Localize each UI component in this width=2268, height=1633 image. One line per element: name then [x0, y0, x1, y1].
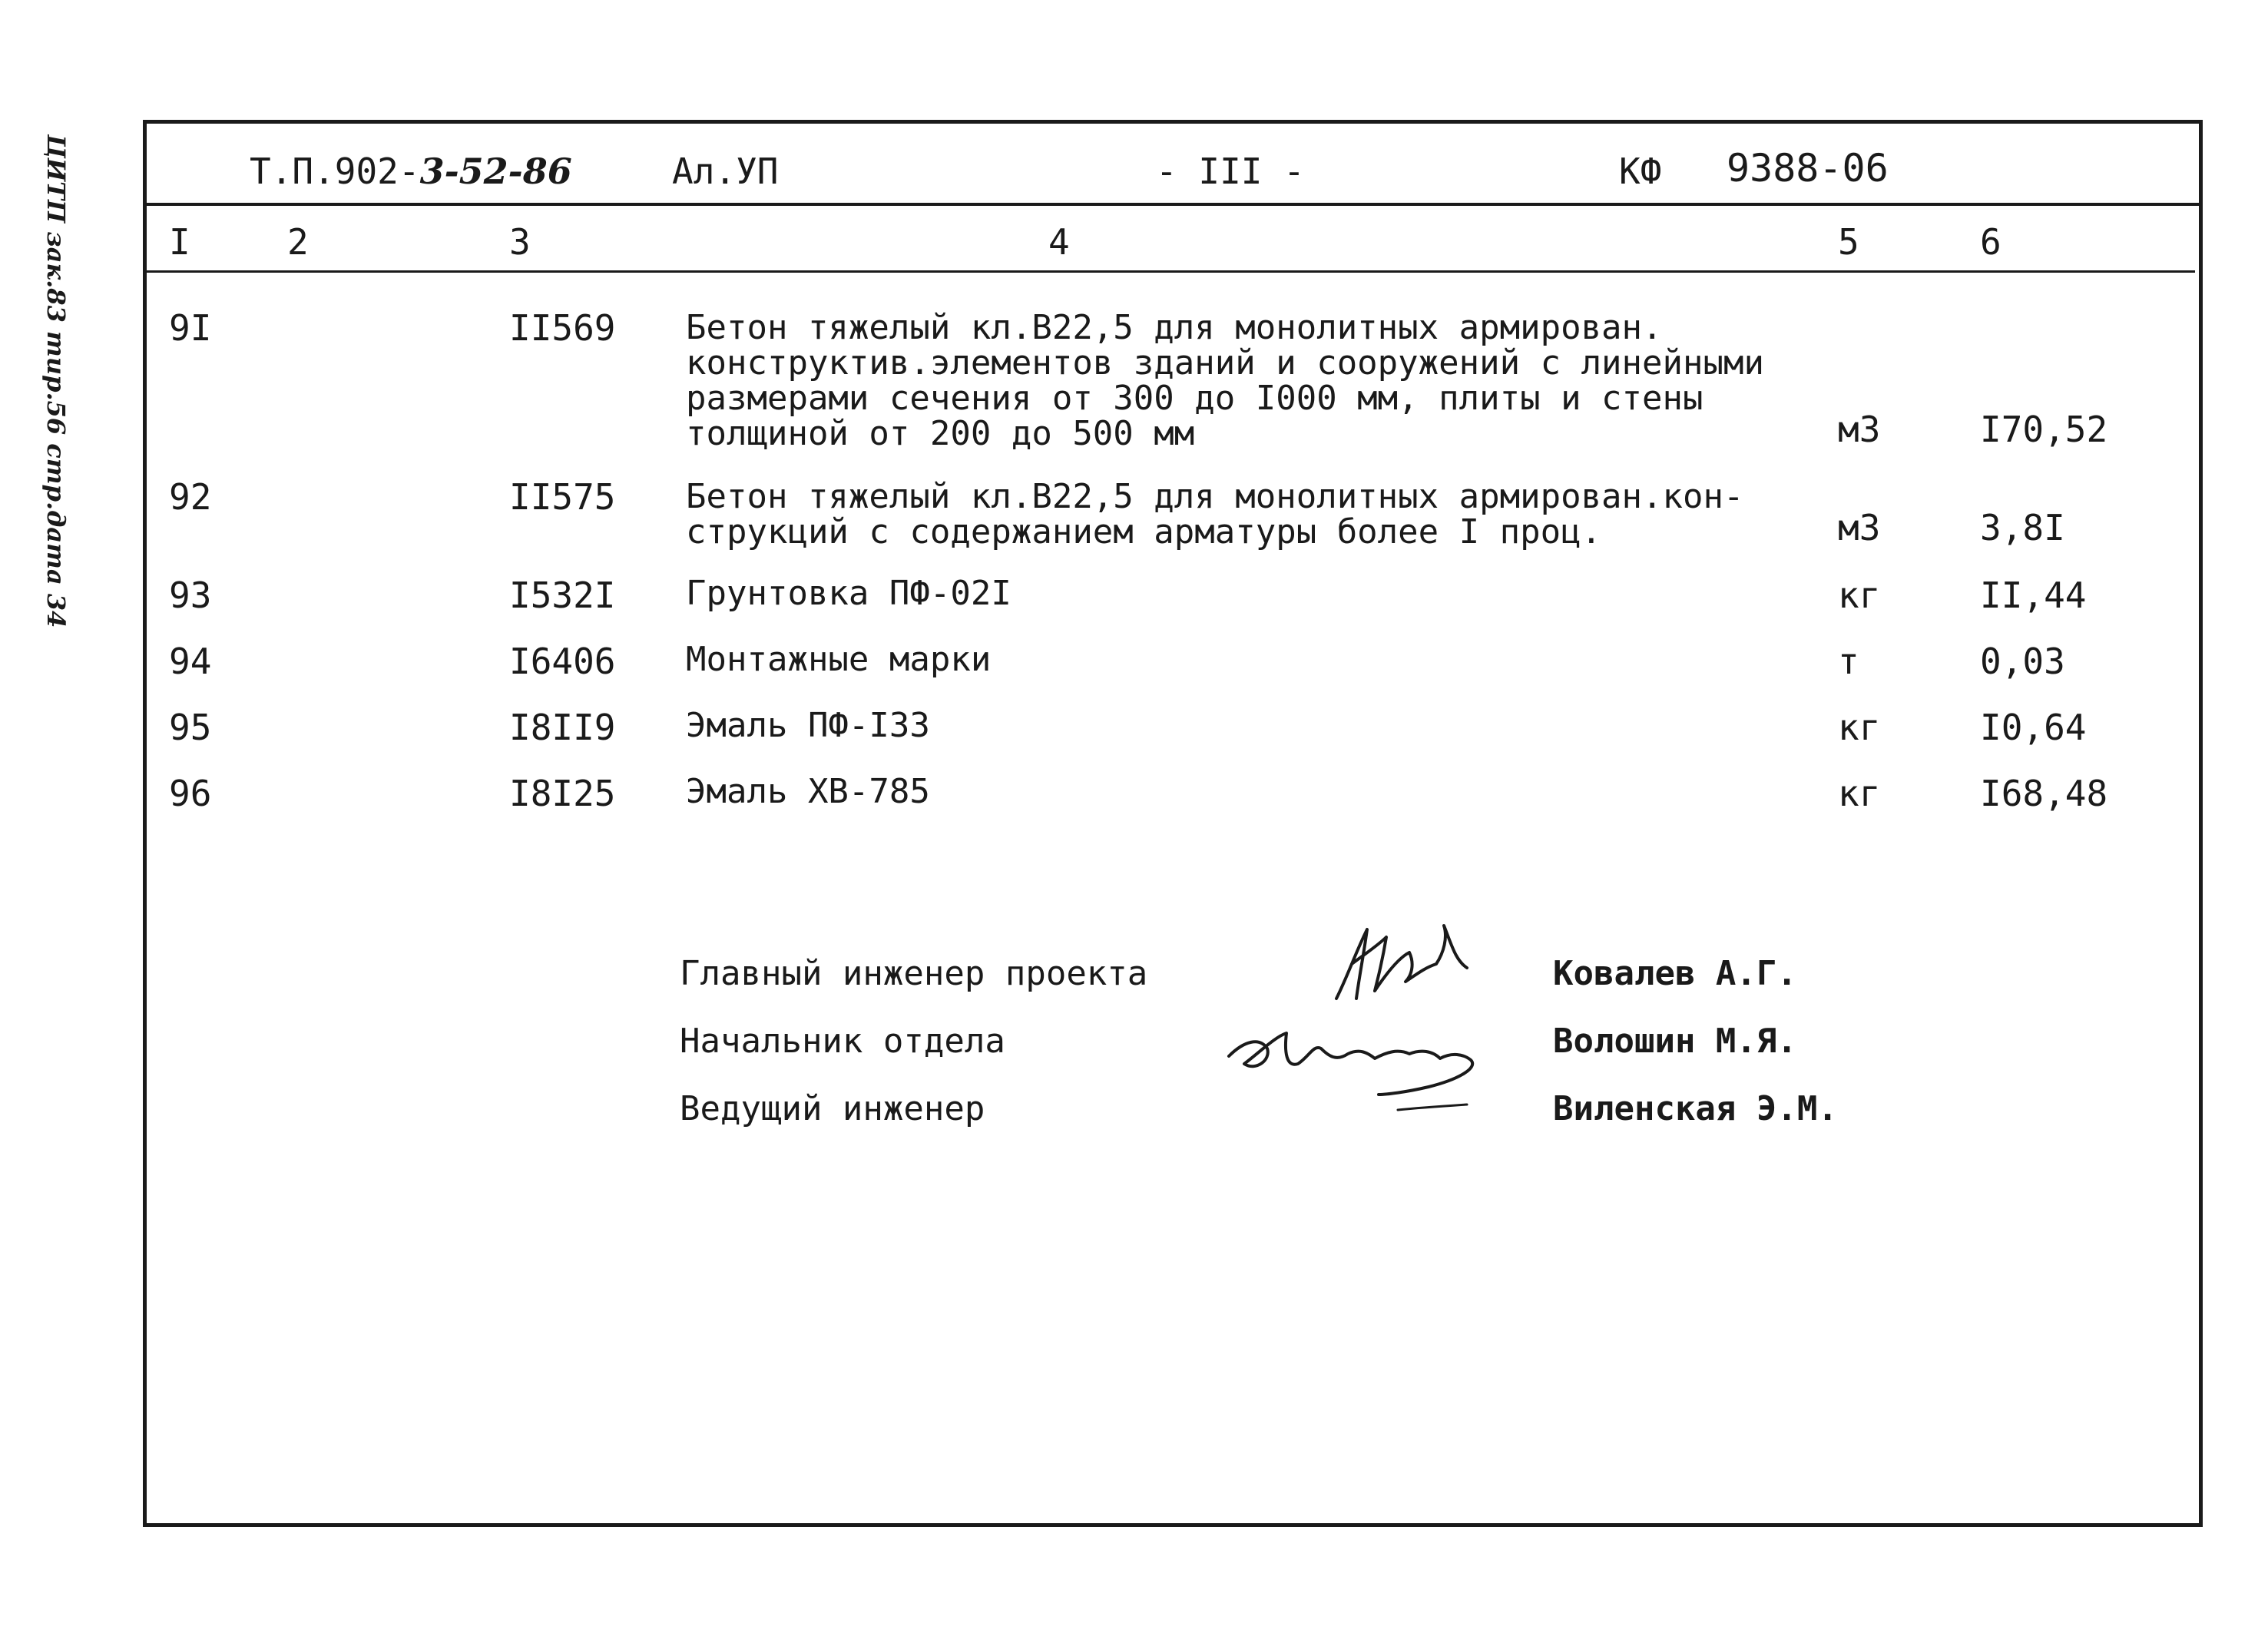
doc-code-handwritten: 3-52-86	[419, 151, 572, 192]
signatory-name: Волошин М.Я.	[1553, 1022, 1797, 1061]
signatory-role: Ведущий инженер	[680, 1089, 985, 1128]
column-header-1: I	[169, 221, 190, 263]
row-code: I532I	[509, 575, 616, 616]
row-description: Грунтовка ПФ-02I	[686, 574, 1011, 613]
row-number: 92	[169, 476, 212, 518]
column-header-6: 6	[1980, 221, 2001, 263]
row-quantity: 3,8I	[1980, 507, 2065, 548]
row-number: 9I	[169, 307, 212, 349]
row-number: 95	[169, 707, 212, 748]
description-line: Бетон тяжелый кл.В22,5 для монолитных армирован.	[686, 308, 1663, 347]
row-unit: м3	[1838, 409, 1881, 450]
signatory-name: Виленская Э.М.	[1553, 1089, 1838, 1128]
row-number: 96	[169, 773, 212, 814]
description-line: толщиной от 200 до 500 мм	[686, 414, 1195, 453]
row-unit: кг	[1838, 707, 1881, 748]
row-code: I8I25	[509, 773, 616, 814]
header-rule	[143, 203, 2203, 206]
row-quantity: I70,52	[1980, 409, 2108, 450]
signatory-name: Ковалев А.Г.	[1553, 954, 1797, 993]
handwritten-signatures	[1213, 891, 1551, 1168]
signatory-role: Начальник отдела	[680, 1022, 1005, 1061]
row-code: I6406	[509, 641, 616, 682]
kf-label: КФ	[1619, 151, 1662, 192]
column-header-rule	[143, 270, 2195, 273]
doc-code-printed: Т.П.902-	[250, 151, 420, 192]
column-header-2: 2	[287, 221, 309, 263]
page-number: - III -	[1156, 151, 1305, 192]
row-description: Эмаль ПФ-I33	[686, 706, 930, 745]
margin-note: ЦИТП зак.83 тир.56 стр.дата 34	[41, 134, 71, 628]
row-code: II569	[509, 307, 616, 349]
kf-number: 9388-06	[1727, 146, 1889, 190]
row-quantity: I0,64	[1980, 707, 2087, 748]
row-description	[686, 310, 1764, 452]
row-unit: м3	[1838, 507, 1881, 548]
row-quantity: 0,03	[1980, 641, 2065, 682]
row-unit: кг	[1838, 773, 1881, 814]
signatory-role: Главный инженер проекта	[680, 954, 1148, 993]
row-code: II575	[509, 476, 616, 518]
description-line: Бетон тяжелый кл.В22,5 для монолитных армирован.кон-	[686, 477, 1744, 516]
row-unit: т	[1838, 641, 1859, 682]
row-code: I8II9	[509, 707, 616, 748]
column-header-3: 3	[509, 221, 531, 263]
description-line: конструктив.элементов зданий и сооружений с линейными	[686, 343, 1764, 383]
row-number: 93	[169, 575, 212, 616]
column-header-4: 4	[1048, 221, 1070, 263]
row-quantity: I68,48	[1980, 773, 2108, 814]
row-description: Монтажные марки	[686, 640, 992, 679]
doc-code	[250, 151, 572, 192]
row-description	[686, 479, 1744, 550]
description-line: струкций с содержанием арматуры более I проц.	[686, 512, 1602, 552]
row-number: 94	[169, 641, 212, 682]
description-line: размерами сечения от 300 до I000 мм, плиты и стены	[686, 379, 1703, 418]
row-unit: кг	[1838, 575, 1881, 616]
album-label: Ал.УП	[672, 151, 779, 192]
row-quantity: II,44	[1980, 575, 2087, 616]
row-description: Эмаль ХВ-785	[686, 772, 930, 811]
column-header-5: 5	[1838, 221, 1859, 263]
